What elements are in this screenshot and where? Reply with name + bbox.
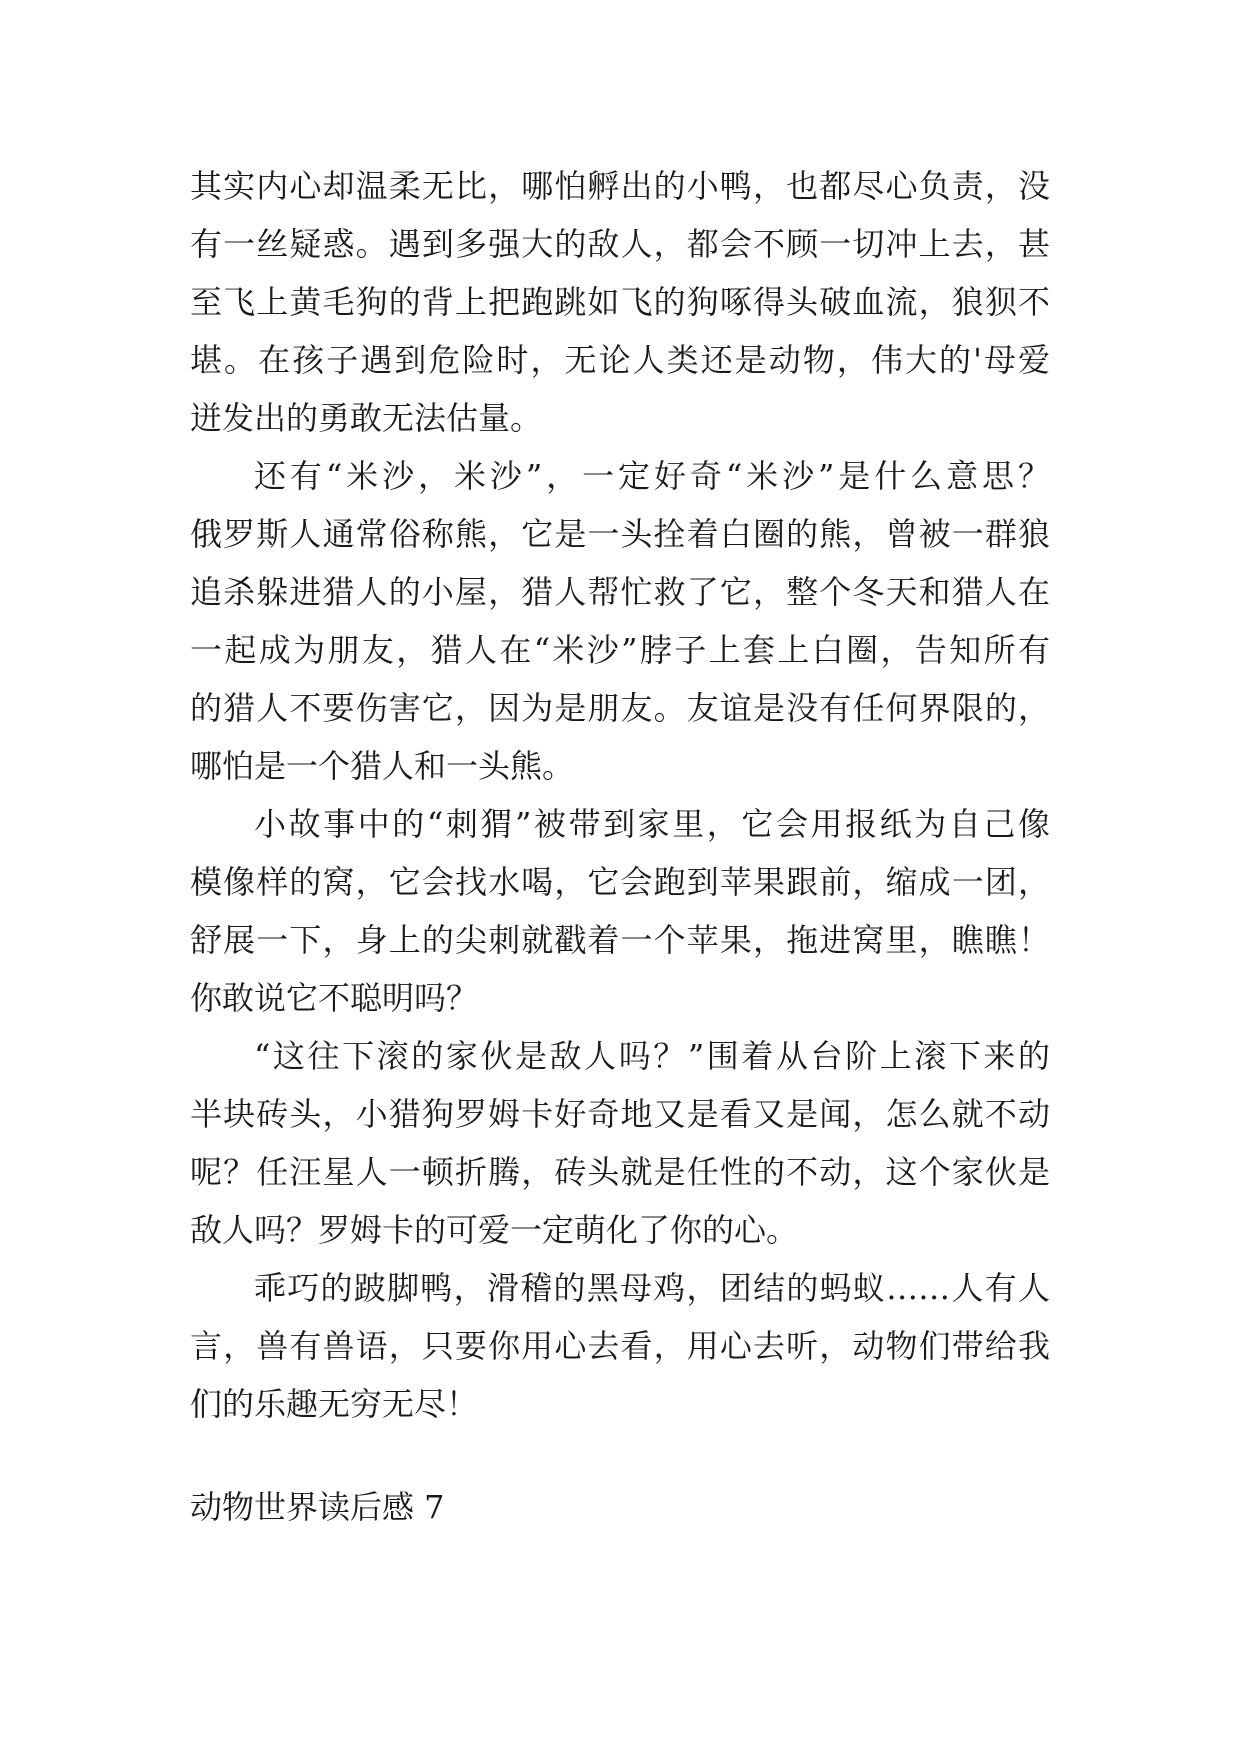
text-line: 你敢说它不聪明吗？ (190, 979, 479, 1017)
text-line: 小故事中的“刺猬”被带到家里，它会用报纸为自己像 (254, 805, 1050, 843)
text-line: “这往下滚的家伙是敌人吗？”围着从台阶上滚下来的 (254, 1037, 1050, 1075)
text-line: 们的乐趣无穷无尽！ (190, 1385, 479, 1423)
text-line: 半块砖头，小猎狗罗姆卡好奇地又是看又是闻，怎么就不动 (190, 1095, 1050, 1133)
text-line: 堪。在孩子遇到危险时，无论人类还是动物，伟大的'母爱 (190, 341, 1050, 379)
text-line: 呢？任汪星人一顿折腾，砖头就是任性的不动，这个家伙是 (190, 1153, 1050, 1191)
text-line: 还有“米沙，米沙”，一定好奇“米沙”是什么意思？ (254, 457, 1050, 495)
text-line: 舒展一下，身上的尖刺就戳着一个苹果，拖进窝里，瞧瞧！ (190, 921, 1050, 959)
text-line: 的猎人不要伤害它，因为是朋友。友谊是没有任何界限的， (190, 689, 1050, 727)
text-line: 迸发出的勇敢无法估量。 (190, 399, 543, 437)
text-line: 俄罗斯人通常俗称熊，它是一头拴着白圈的熊，曾被一群狼 (190, 515, 1050, 553)
text-line: 模像样的窝，它会找水喝，它会跑到苹果跟前，缩成一团， (190, 863, 1050, 901)
text-line: 一起成为朋友，猎人在“米沙”脖子上套上白圈，告知所有 (190, 631, 1050, 669)
section-heading: 动物世界读后感 7 (190, 1488, 445, 1526)
text-line: 有一丝疑惑。遇到多强大的敌人，都会不顾一切冲上去，甚 (190, 225, 1050, 263)
text-line: 哪怕是一个猎人和一头熊。 (190, 747, 575, 785)
text-line: 乖巧的跛脚鸭，滑稽的黑母鸡，团结的蚂蚁……人有人 (254, 1269, 1050, 1307)
text-line: 敌人吗？罗姆卡的可爱一定萌化了你的心。 (190, 1211, 799, 1249)
text-line: 追杀躲进猎人的小屋，猎人帮忙救了它，整个冬天和猎人在 (190, 573, 1050, 611)
text-line: 至飞上黄毛狗的背上把跑跳如飞的狗啄得头破血流，狼狈不 (190, 283, 1050, 321)
text-line: 言，兽有兽语，只要你用心去看，用心去听，动物们带给我 (190, 1327, 1050, 1365)
text-line: 其实内心却温柔无比，哪怕孵出的小鸭，也都尽心负责，没 (190, 167, 1050, 205)
